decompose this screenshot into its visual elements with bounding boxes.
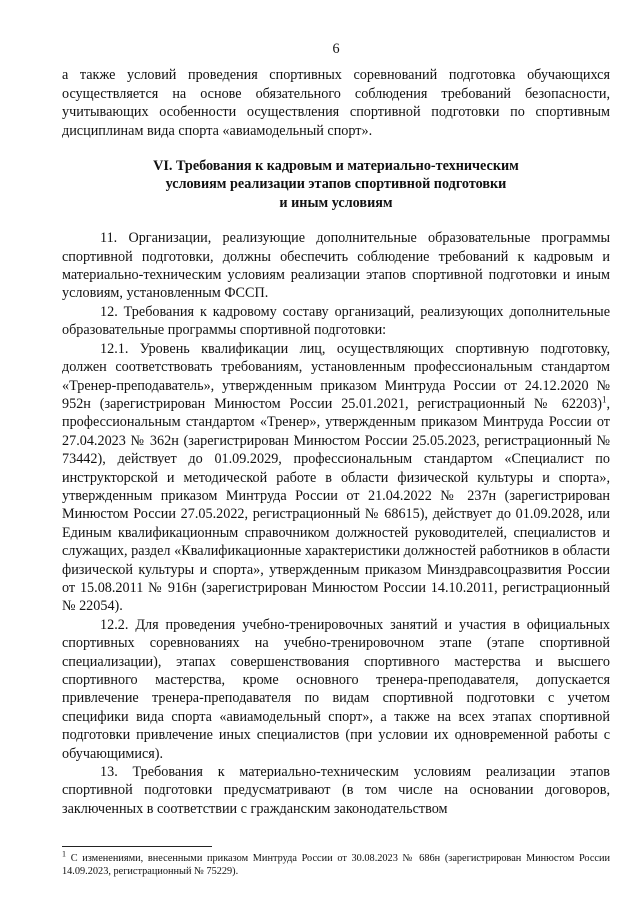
- footnote-marker: 1: [62, 849, 66, 859]
- section-heading: [62, 157, 610, 212]
- section-heading-line-1: VI. Требования к кадровым и материально-техническим: [153, 158, 519, 175]
- paragraph-12: 12. Требования к кадровому составу организаций, реализующих дополнительные образовательные программы спортивной подготовки:: [62, 303, 610, 339]
- footnote-reference: 1: [601, 394, 607, 405]
- footnote-text: С изменениями, внесенными приказом Минтруда России от 30.08.2023 № 686н (зарегистрирован Минюстом России 14.09.2023, регистрационный № 75229).: [62, 853, 610, 877]
- section-heading-line-3: и иным условиям: [279, 194, 393, 211]
- page-number: 6: [332, 41, 340, 57]
- section-heading-line-2: условиям реализации этапов спортивной подготовки: [165, 176, 507, 193]
- paragraph-13: 13. Требования к материально-техническим условиям реализации этапов спортивной подготовки предусматривают (в том числе на основании договоров, заключенных в соответствии с гражданским законодательством: [62, 764, 610, 817]
- paragraph-12-1-part2: , профессиональным стандартом «Тренер», утвержденным приказом Минтруда России от 27.04.2023 № 362н (зарегистрирован Минюстом России 25.05.2023, регистрационный № 73442), действует до 01.09.2029, профессиональным стандартом «Специалист по инструкторской и методической работе в области физической культуры и спорта», утвержденным приказом Минтруда России от 21.04.2022 № 237н (зарегистрирован Минюстом России 27.05.2022, регистрационный № 68615), действует до 01.09.2028, или Единым квалификационным справочником должностей руководителей, специалистов и служащих, раздел «Квалификационные характеристики должностей работников в области физической культуры и спорта», утвержденным приказом Минздравсоцразвития России от 15.08.2011 № 916н (зарегистрирован Минюстом России 14.10.2011, регистрационный № 22054).: [62, 395, 610, 615]
- footnote-divider: [62, 846, 212, 847]
- paragraph-12-1: [62, 340, 610, 616]
- paragraph-12-1-part1: 12.1. Уровень квалификации лиц, осуществляющих спортивную подготовку, должен соответствовать требованиям, установленным профессиональным стандартом «Тренер-преподаватель», утвержденным приказом Минтруда России от 24.12.2020 № 952н (зарегистрирован Минюстом России 25.01.2021, регистрационный № 62203): [62, 340, 610, 412]
- footnote: [62, 849, 610, 878]
- intro-paragraph: а также условий проведения спортивных соревнований подготовка обучающихся осуществляется на основе обязательного соблюдения требований безопасности, учитывающих особенности осуществления спортивной подготовки по спортивным дисциплинам вида спорта «авиамодельный спорт».: [62, 67, 610, 139]
- paragraph-11: 11. Организации, реализующие дополнительные образовательные программы спортивной подготовки, должны обеспечить соблюдение требований к кадровым и материально-техническим условиям реализации этапов спортивной подготовки и иным условиям, установленным ФССП.: [62, 230, 610, 302]
- paragraph-12-2: 12.2. Для проведения учебно-тренировочных занятий и участия в официальных спортивных соревнованиях на учебно-тренировочном этапе (этапе спортивной специализации), этапах совершенствования спортивного мастерства и высшего спортивного мастерства, кроме основного тренера-преподавателя, допускается привлечение тренера-преподавателя по видам спортивной подготовки с учетом специфики вида спорта «авиамодельный спорт», а также на всех этапах спортивной подготовки привлечение иных специалистов (при условии их одновременной работы с обучающимися).: [62, 616, 610, 762]
